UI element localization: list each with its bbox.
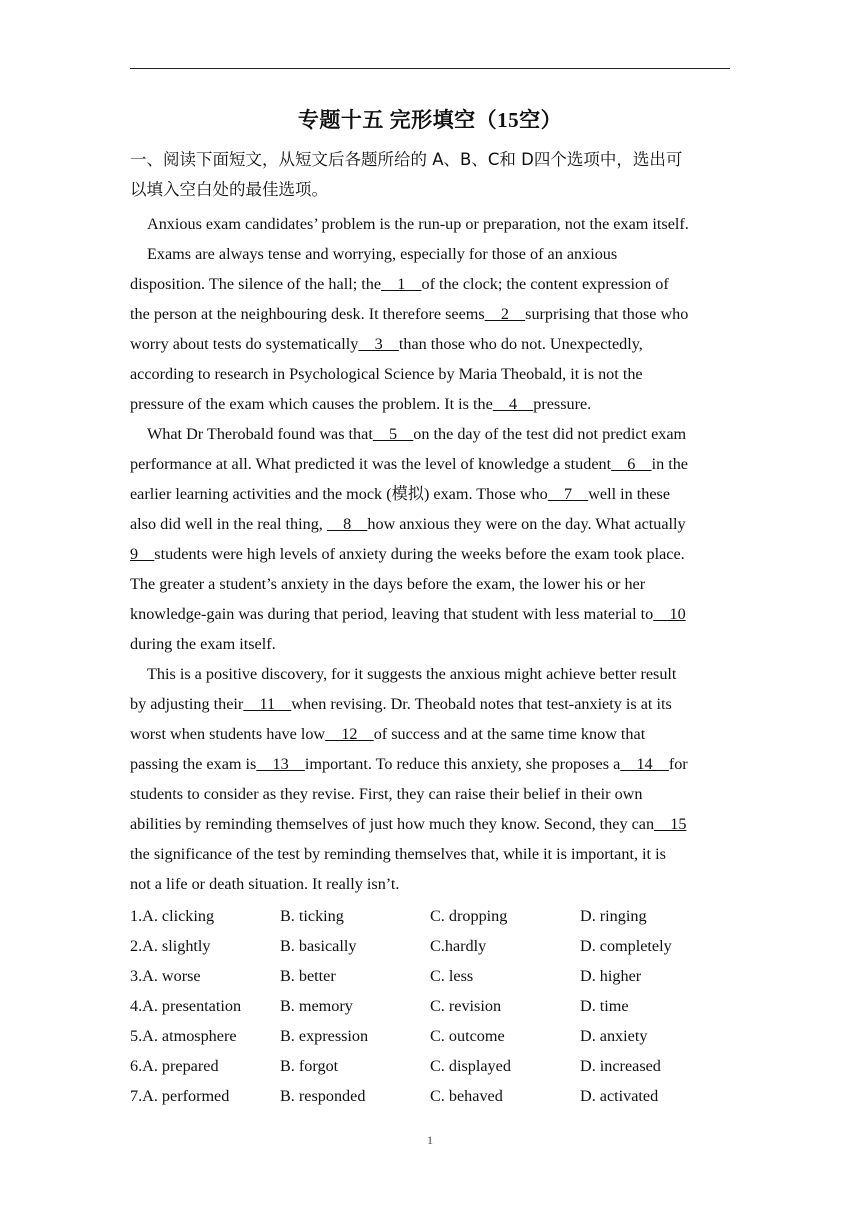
passage-text: also did well in the real thing, (130, 515, 327, 533)
option-choice: D. higher (580, 967, 642, 985)
option-choice: C. less (430, 967, 474, 985)
option-row (130, 1051, 730, 1081)
option-choice: D. increased (580, 1057, 661, 1075)
blank-number: 11 (243, 695, 292, 713)
passage-line (130, 869, 732, 899)
header-rule (130, 68, 730, 69)
passage-text: not a life or death situation. It really isn’t. (130, 875, 400, 893)
blank-number: 10 (653, 605, 686, 623)
passage-line (130, 689, 732, 719)
passage-line (130, 479, 732, 509)
option-choice: D. completely (580, 937, 672, 955)
passage-line (130, 239, 732, 269)
passage-line (130, 599, 732, 629)
instruction-line: 以填入空白处的最佳选项。 (130, 180, 328, 199)
blank-number: 4 (492, 395, 534, 413)
option-choice: 5.A. atmosphere (130, 1027, 237, 1045)
blank-number: 9 (130, 545, 155, 563)
passage-text: by adjusting their (130, 695, 244, 713)
passage-text: well in these (588, 485, 671, 503)
passage-line (130, 449, 732, 479)
passage-line (130, 839, 732, 869)
option-row (130, 901, 730, 931)
option-choice: D. ringing (580, 907, 647, 925)
passage-text: This is a positive discovery, for it suggests the anxious might achieve better result (147, 665, 677, 683)
option-choice: 6.A. prepared (130, 1057, 219, 1075)
blank-number: 8 (326, 515, 368, 533)
instructions (130, 145, 730, 205)
option-choice: C. revision (430, 997, 502, 1015)
passage-text: on the day of the test did not predict exam (413, 425, 687, 443)
passage-text: pressure of the exam which causes the problem. It is the (130, 395, 493, 413)
blank-number: 2 (484, 305, 526, 323)
blank-number: 13 (256, 755, 305, 773)
option-row (130, 961, 730, 991)
passage-text: worry about tests do systematically (130, 335, 359, 353)
passage-text: according to research in Psychological Science by Maria Theobald, it is not the (130, 365, 643, 383)
option-choice: B. better (280, 967, 336, 985)
blank-number: 12 (325, 725, 374, 743)
passage (130, 209, 732, 899)
passage-text: disposition. The silence of the hall; the (130, 275, 382, 293)
option-choice: D. time (580, 997, 629, 1015)
passage-text: passing the exam is (130, 755, 257, 773)
option-choice: C. behaved (430, 1087, 503, 1105)
passage-text: the significance of the test by reminding themselves that, while it is important, it is (130, 845, 666, 863)
passage-line (130, 749, 732, 779)
passage-text: Anxious exam candidates’ problem is the run-up or preparation, not the exam itself. (147, 215, 689, 233)
instruction-line: 一、阅读下面短文，从短文后各题所给的 A、B、C和 D四个选项中，选出可 (130, 150, 683, 169)
option-row (130, 1081, 730, 1111)
option-choice: C. displayed (430, 1057, 511, 1075)
page-number: 1 (427, 1133, 433, 1147)
option-choice: D. anxiety (580, 1027, 648, 1045)
option-choice: 4.A. presentation (130, 997, 242, 1015)
option-choice: C. dropping (430, 907, 508, 925)
passage-line (130, 809, 732, 839)
option-choice: B. memory (280, 997, 353, 1015)
passage-line (130, 209, 732, 239)
blank-number: 3 (358, 335, 399, 353)
passage-text: during the exam itself. (130, 635, 276, 653)
passage-text: worst when students have low (130, 725, 326, 743)
passage-text: important. To reduce this anxiety, she proposes a (304, 755, 621, 773)
passage-text: for (668, 755, 688, 773)
option-choice: D. activated (580, 1087, 659, 1105)
passage-text: than those who do not. Unexpectedly, (398, 335, 643, 353)
passage-line (130, 629, 732, 659)
passage-text: performance at all. What predicted it was the level of knowledge a student (130, 455, 612, 473)
option-row (130, 1021, 730, 1051)
passage-text: of success and at the same time know that (373, 725, 646, 743)
option-choice: B. basically (280, 937, 357, 955)
passage-line (130, 779, 732, 809)
options-list (130, 901, 730, 1111)
passage-line (130, 509, 732, 539)
blank-number: 14 (620, 755, 669, 773)
passage-text: The greater a student’s anxiety in the days before the exam, the lower his or her (130, 575, 646, 593)
option-row (130, 931, 730, 961)
blank-number: 5 (372, 425, 414, 443)
passage-text: in the (651, 455, 688, 473)
passage-line (130, 719, 732, 749)
passage-line (130, 389, 732, 419)
passage-line (130, 329, 732, 359)
passage-text: knowledge-gain was during that period, leaving that student with less material to (130, 605, 654, 623)
page-title: 专题十五 完形填空（15空） (297, 108, 563, 132)
passage-line (130, 299, 732, 329)
option-choice: C. outcome (430, 1027, 505, 1045)
option-choice: B. ticking (280, 907, 344, 925)
passage-text: when revising. Dr. Theobald notes that test-anxiety is at its (291, 695, 672, 713)
passage-text: earlier learning activities and the mock (模拟) exam. Those who (130, 485, 548, 503)
option-choice: 2.A. slightly (130, 937, 211, 955)
passage-text: pressure. (533, 395, 592, 413)
passage-text: students to consider as they revise. First, they can raise their belief in their own (130, 785, 643, 803)
passage-text: students were high levels of anxiety during the weeks before the exam took place. (154, 545, 685, 563)
blank-number: 6 (611, 455, 652, 473)
option-choice: C.hardly (430, 937, 487, 955)
option-choice: B. responded (280, 1087, 366, 1105)
passage-line (130, 269, 732, 299)
option-choice: 1.A. clicking (130, 907, 215, 925)
option-choice: B. forgot (280, 1057, 339, 1075)
passage-text: surprising that those who (525, 305, 689, 323)
passage-line (130, 419, 732, 449)
passage-line (130, 359, 732, 389)
passage-text: abilities by reminding themselves of just how much they know. Second, they can (130, 815, 655, 833)
passage-line (130, 539, 732, 569)
option-choice: B. expression (280, 1027, 369, 1045)
passage-text: the person at the neighbouring desk. It therefore seems (130, 305, 485, 323)
passage-text: how anxious they were on the day. What actually (367, 515, 686, 533)
blank-number: 7 (547, 485, 589, 503)
blank-number: 1 (381, 275, 422, 293)
option-row (130, 991, 730, 1021)
passage-line (130, 659, 732, 689)
passage-text: Exams are always tense and worrying, especially for those of an anxious (147, 245, 618, 263)
passage-line (130, 569, 732, 599)
passage-text: What Dr Therobald found was that (147, 425, 373, 443)
option-choice: 3.A. worse (130, 967, 201, 985)
option-choice: 7.A. performed (130, 1087, 230, 1105)
passage-text: of the clock; the content expression of (421, 275, 669, 293)
blank-number: 15 (654, 815, 687, 833)
